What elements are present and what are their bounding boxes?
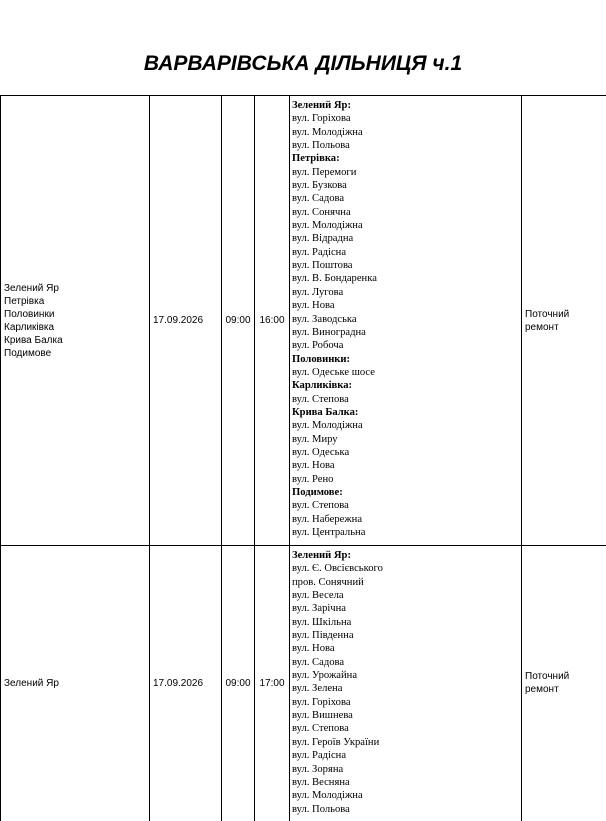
street-item: вул. Молодіжна bbox=[292, 419, 521, 432]
page-title: ВАРВАРІВСЬКА ДІЛЬНИЦЯ ч.1 bbox=[0, 52, 606, 76]
settlement-heading: Карликівка: bbox=[292, 379, 521, 392]
street-item: вул. Садова bbox=[292, 192, 521, 205]
street-item: вул. Миру bbox=[292, 433, 521, 446]
street-item: вул. Південна bbox=[292, 629, 521, 642]
street-item: вул. Зелена bbox=[292, 682, 521, 695]
street-item: вул. Бузкова bbox=[292, 179, 521, 192]
note-cell: Поточний ремонт bbox=[522, 96, 606, 546]
settlement-heading: Зелений Яр: bbox=[292, 549, 521, 562]
street-item: вул. Весела bbox=[292, 589, 521, 602]
street-item: вул. Горіхова bbox=[292, 112, 521, 125]
street-item: вул. Молодіжна bbox=[292, 126, 521, 139]
street-item: вул. Садова bbox=[292, 656, 521, 669]
street-item: вул. Одеська bbox=[292, 446, 521, 459]
street-item: вул. Є. Овсієвського bbox=[292, 562, 521, 575]
street-item: вул. Лугова bbox=[292, 286, 521, 299]
street-item: вул. Нова bbox=[292, 642, 521, 655]
settlement-heading: Крива Балка: bbox=[292, 406, 521, 419]
street-item: вул. Молодіжна bbox=[292, 219, 521, 232]
street-item: вул. Весняна bbox=[292, 776, 521, 789]
street-item: вул. Перемоги bbox=[292, 166, 521, 179]
street-item: вул. Робоча bbox=[292, 339, 521, 352]
time-to-cell: 16:00 bbox=[255, 96, 290, 546]
street-item: вул. Поштова bbox=[292, 259, 521, 272]
street-item: вул. В. Бондаренка bbox=[292, 272, 521, 285]
streets-cell bbox=[290, 546, 522, 821]
street-item: вул. Зоряна bbox=[292, 763, 521, 776]
street-item: вул. Молодіжна bbox=[292, 789, 521, 802]
settlement-heading: Подимове: bbox=[292, 486, 521, 499]
time-to-cell: 17:00 bbox=[255, 546, 290, 821]
street-item: вул. Польова bbox=[292, 139, 521, 152]
street-item: вул. Заводська bbox=[292, 313, 521, 326]
street-item: вул. Виноградна bbox=[292, 326, 521, 339]
table-row bbox=[1, 96, 606, 546]
street-item: вул. Центральна bbox=[292, 526, 521, 539]
settlements-cell: Зелений Яр Петрівка Половинки Карликівка Крива Балка Подимове bbox=[1, 96, 150, 546]
street-item: вул. Нова bbox=[292, 459, 521, 472]
street-item: вул. Одеське шосе bbox=[292, 366, 521, 379]
street-item: вул. Вишнева bbox=[292, 709, 521, 722]
date-cell: 17.09.2026 bbox=[150, 96, 222, 546]
street-item: вул. Степова bbox=[292, 499, 521, 512]
outage-schedule-table bbox=[0, 95, 606, 821]
street-item: вул. Набережна bbox=[292, 513, 521, 526]
table-row bbox=[1, 546, 606, 821]
settlement-heading: Половинки: bbox=[292, 353, 521, 366]
street-item: вул. Сонячна bbox=[292, 206, 521, 219]
settlements-cell: Зелений Яр bbox=[1, 546, 150, 821]
street-item: вул. Урожайна bbox=[292, 669, 521, 682]
time-from-cell: 09:00 bbox=[222, 546, 255, 821]
street-item: вул. Відрадна bbox=[292, 232, 521, 245]
settlement-heading: Зелений Яр: bbox=[292, 99, 521, 112]
street-item: вул. Радісна bbox=[292, 749, 521, 762]
street-item: вул. Зарічна bbox=[292, 602, 521, 615]
street-item: вул. Героїв України bbox=[292, 736, 521, 749]
date-cell: 17.09.2026 bbox=[150, 546, 222, 821]
street-item: вул. Рено bbox=[292, 473, 521, 486]
street-item: вул. Степова bbox=[292, 393, 521, 406]
street-item: вул. Нова bbox=[292, 299, 521, 312]
settlement-heading: Петрівка: bbox=[292, 152, 521, 165]
note-cell: Поточний ремонт bbox=[522, 546, 606, 821]
time-from-cell: 09:00 bbox=[222, 96, 255, 546]
streets-cell bbox=[290, 96, 522, 546]
street-item: вул. Степова bbox=[292, 722, 521, 735]
street-item: вул. Радісна bbox=[292, 246, 521, 259]
street-item: пров. Сонячний bbox=[292, 576, 521, 589]
street-item: вул. Шкільна bbox=[292, 616, 521, 629]
street-item: вул. Горіхова bbox=[292, 696, 521, 709]
street-item: вул. Польова bbox=[292, 803, 521, 816]
